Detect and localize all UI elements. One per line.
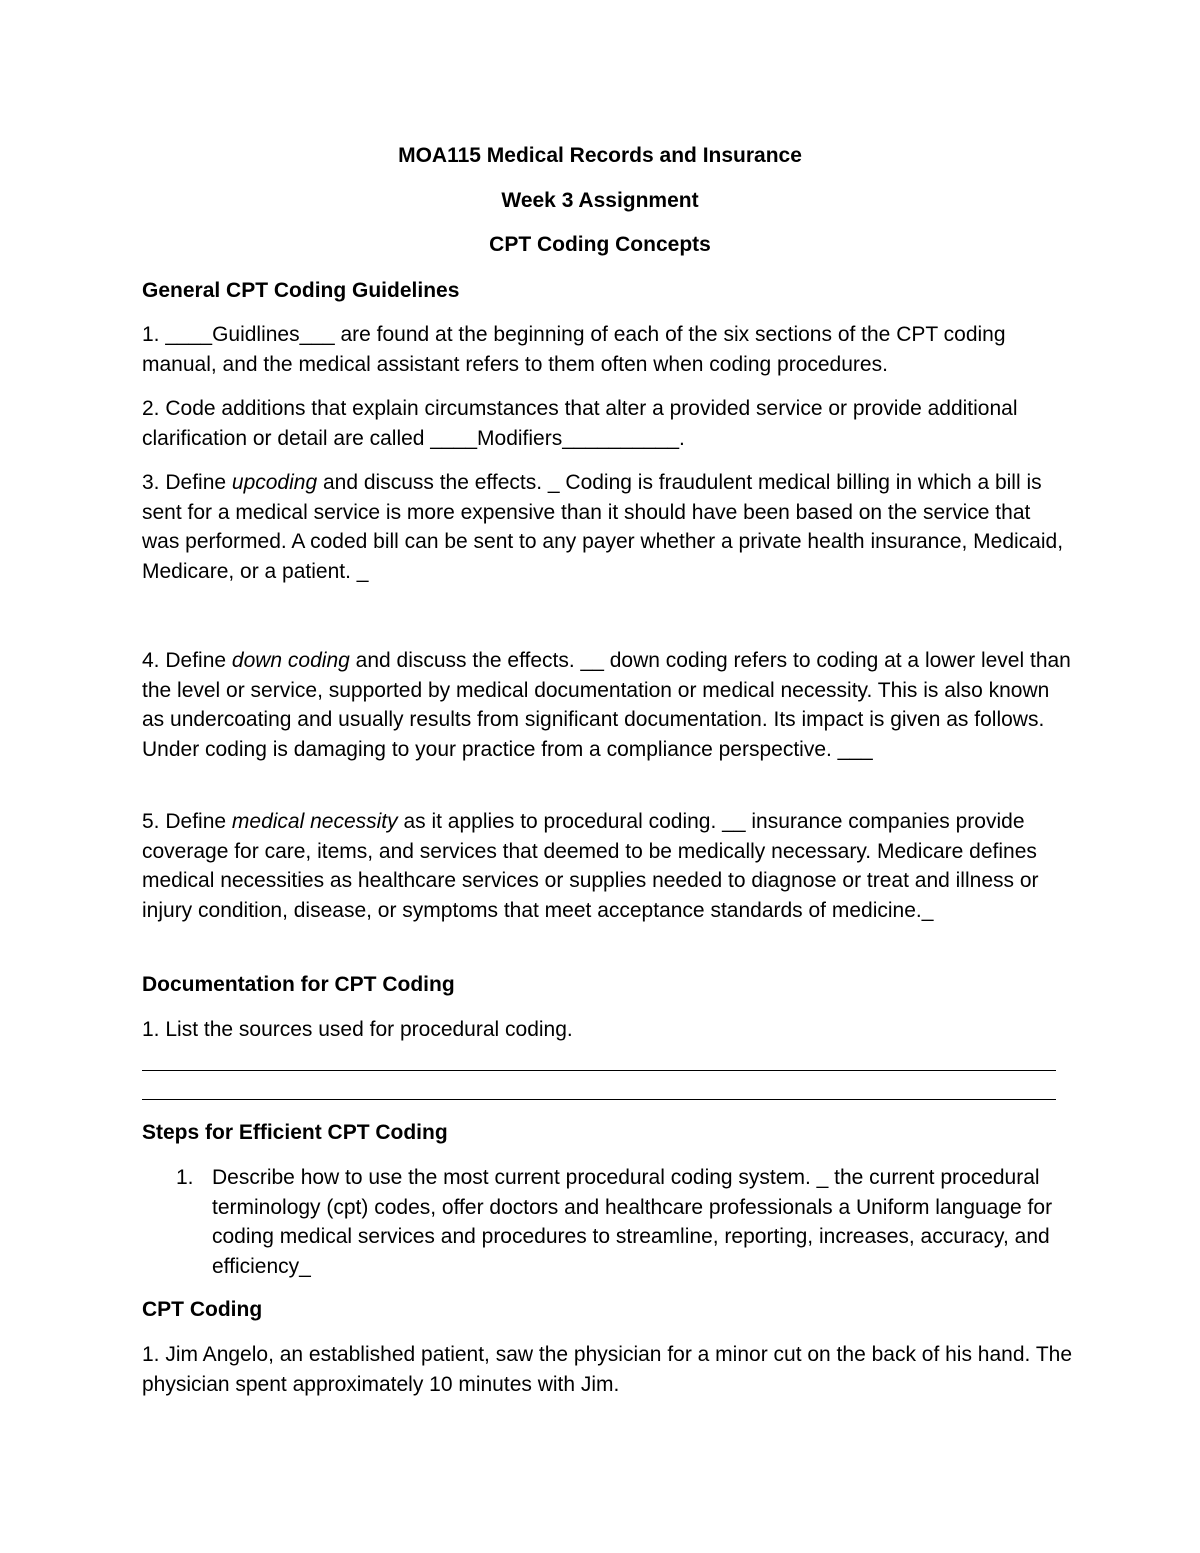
steps-list-number: 1. bbox=[176, 1166, 194, 1189]
question-5-answer: as it applies to procedural coding. __ insurance companies provide coverage for care, items, and services that deemed to be medically necessary. Medicare defines medical necessities as healthcare services or supplies needed to diagnose or treat and illness or injury condition, disease, or symptoms that meet acceptance standards of medicine._ bbox=[142, 810, 1039, 922]
section-heading-general: General CPT Coding Guidelines bbox=[142, 279, 460, 302]
question-3-answer: and discuss the effects. _ Coding is fraudulent medical billing in which a bill is sent for a medical service is more expensive than it should have been based on the service that was performed. A coded bill can be sent to any payer whether a private health insurance, Medicaid, Medicare, or a patient. _ bbox=[142, 471, 1064, 583]
section-heading-cpt-coding: CPT Coding bbox=[142, 1298, 263, 1321]
assignment-topic: CPT Coding Concepts bbox=[489, 233, 711, 256]
question-3-prefix: 3. Define bbox=[142, 471, 232, 494]
question-4-down-coding bbox=[142, 646, 1072, 764]
section-heading-steps: Steps for Efficient CPT Coding bbox=[142, 1121, 448, 1144]
course-title: MOA115 Medical Records and Insurance bbox=[398, 144, 802, 167]
question-4-prefix: 4. Define bbox=[142, 649, 232, 672]
question-1-guidelines: 1. ____Guidlines___ are found at the beginning of each of the six sections of the CPT coding manual, and the medical assistant refers to them often when coding procedures. bbox=[142, 323, 1006, 376]
question-4-answer: and discuss the effects. __ down coding refers to coding at a lower level than the level or service, supported by medical documentation or medical necessity. This is also known as undercoating and usually results from significant documentation. Its impact is given as follows. Under coding is damaging to your practice from a compliance perspective. ___ bbox=[142, 649, 1071, 761]
answer-line-1 bbox=[142, 1070, 1056, 1071]
question-5-prefix: 5. Define bbox=[142, 810, 232, 833]
question-3-upcoding bbox=[142, 468, 1072, 586]
assignment-week: Week 3 Assignment bbox=[501, 189, 699, 212]
steps-list-item: Describe how to use the most current procedural coding system. _ the current procedural terminology (cpt) codes, offer doctors and healthcare professionals a Uniform language for coding medical services and procedures to streamline, reporting, increases, accuracy, and efficiency_ bbox=[212, 1166, 1053, 1278]
question-4-term: down coding bbox=[231, 649, 350, 672]
answer-line-2 bbox=[142, 1099, 1056, 1100]
question-5-medical-necessity bbox=[142, 807, 1072, 925]
question-3-term: upcoding bbox=[231, 471, 318, 494]
section-heading-documentation: Documentation for CPT Coding bbox=[142, 973, 455, 996]
question-5-term: medical necessity bbox=[231, 810, 398, 833]
documentation-question-1: 1. List the sources used for procedural coding. bbox=[142, 1018, 573, 1041]
cpt-question-1: 1. Jim Angelo, an established patient, saw the physician for a minor cut on the back of his hand. The physician spent approximately 10 minutes with Jim. bbox=[142, 1343, 1072, 1396]
question-2-modifiers: 2. Code additions that explain circumstances that alter a provided service or provide additional clarification or detail are called ____Modifiers__________. bbox=[142, 397, 1018, 450]
